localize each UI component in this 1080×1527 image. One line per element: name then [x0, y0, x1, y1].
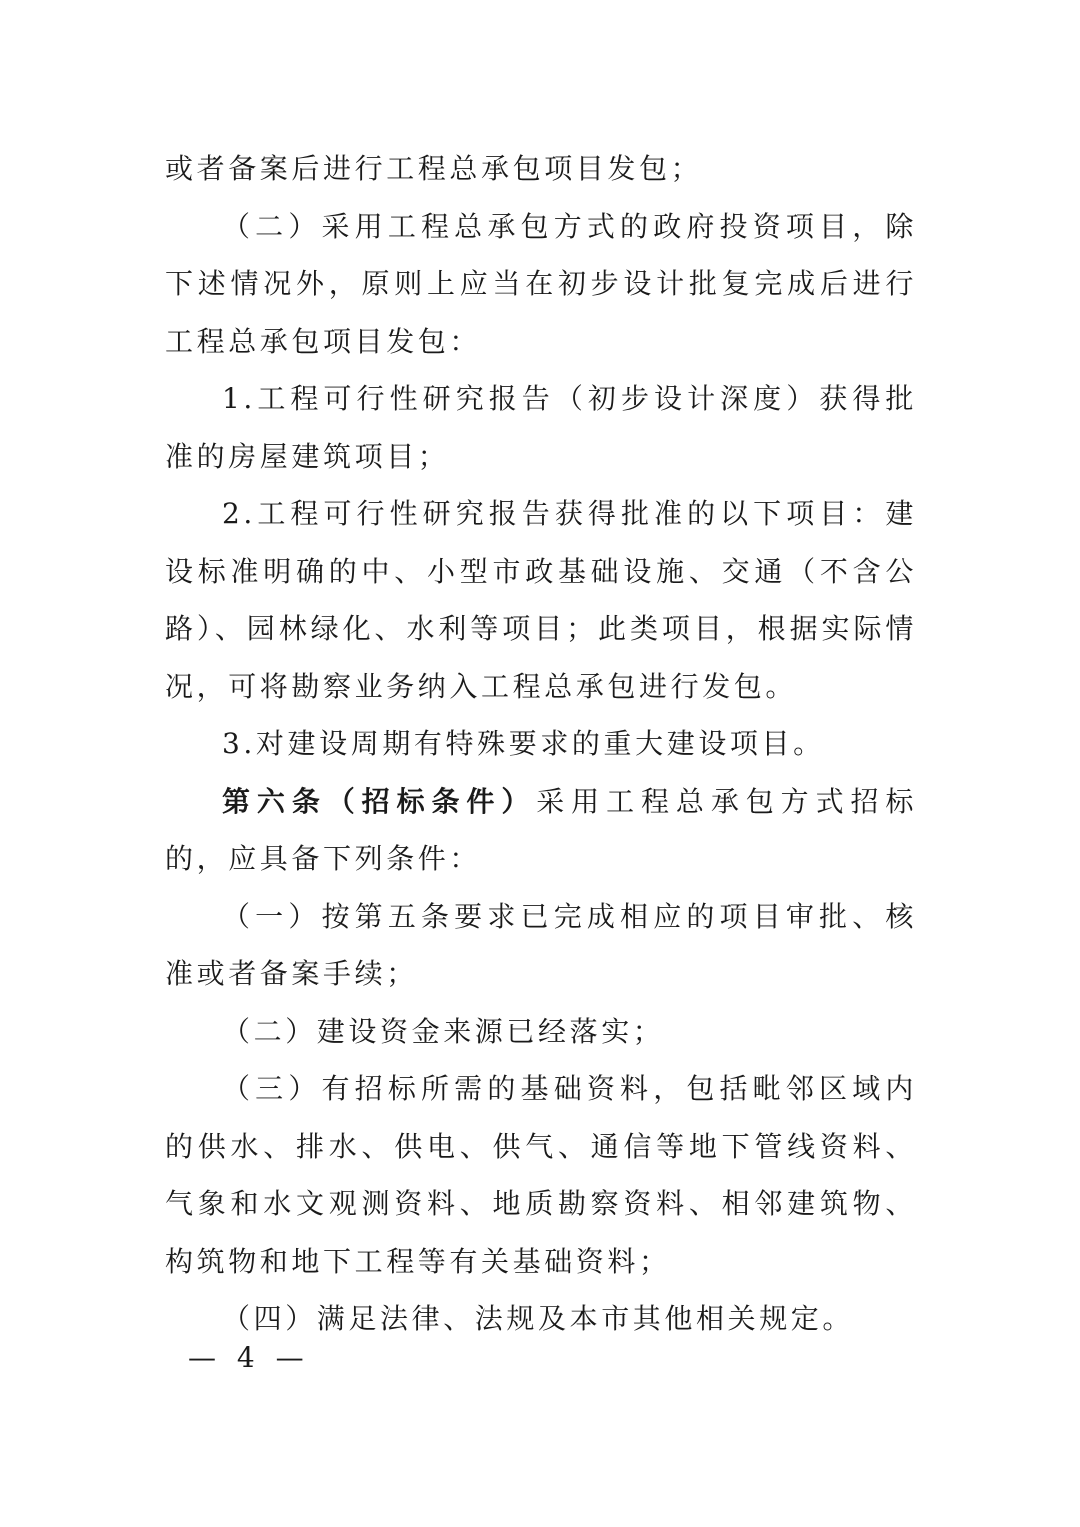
- document-body: [165, 140, 917, 1348]
- page-number: — 4 —: [188, 1341, 310, 1374]
- paragraph: （三）有招标所需的基础资料，包括毗邻区域内的供水、排水、供电、供气、通信等地下管线资料、气象和水文观测资料、地质勘察资料、相邻建筑物、构筑物和地下工程等有关基础资料；: [165, 1072, 917, 1278]
- article-text: 采用工程总承包方式招标的，应具备下列条件：: [165, 784, 918, 875]
- paragraph: 2.工程可行性研究报告获得批准的以下项目：建设标准明确的中、小型市政基础设施、交通（不含公路）、园林绿化、水利等项目；此类项目，根据实际情况，可将勘察业务纳入工程总承包进行发包。: [165, 497, 917, 703]
- paragraph: （四）满足法律、法规及本市其他相关规定。: [222, 1302, 855, 1335]
- paragraph: （二）建设资金来源已经落实；: [222, 1014, 665, 1048]
- paragraph: 3.对建设周期有特殊要求的重大建设项目。: [222, 727, 825, 760]
- article-six-paragraph: [165, 773, 917, 888]
- paragraph: （二）采用工程总承包方式的政府投资项目，除下述情况外，原则上应当在初步设计批复完成后进行工程总承包项目发包：: [165, 209, 917, 358]
- paragraph: 或者备案后进行工程总承包项目发包；: [165, 152, 703, 185]
- paragraph: （一）按第五条要求已完成相应的项目审批、核准或者备案手续；: [165, 899, 917, 990]
- article-heading: 第六条（招标条件）: [222, 784, 537, 818]
- paragraph: 1.工程可行性研究报告（初步设计深度）获得批准的房屋建筑项目；: [165, 382, 917, 473]
